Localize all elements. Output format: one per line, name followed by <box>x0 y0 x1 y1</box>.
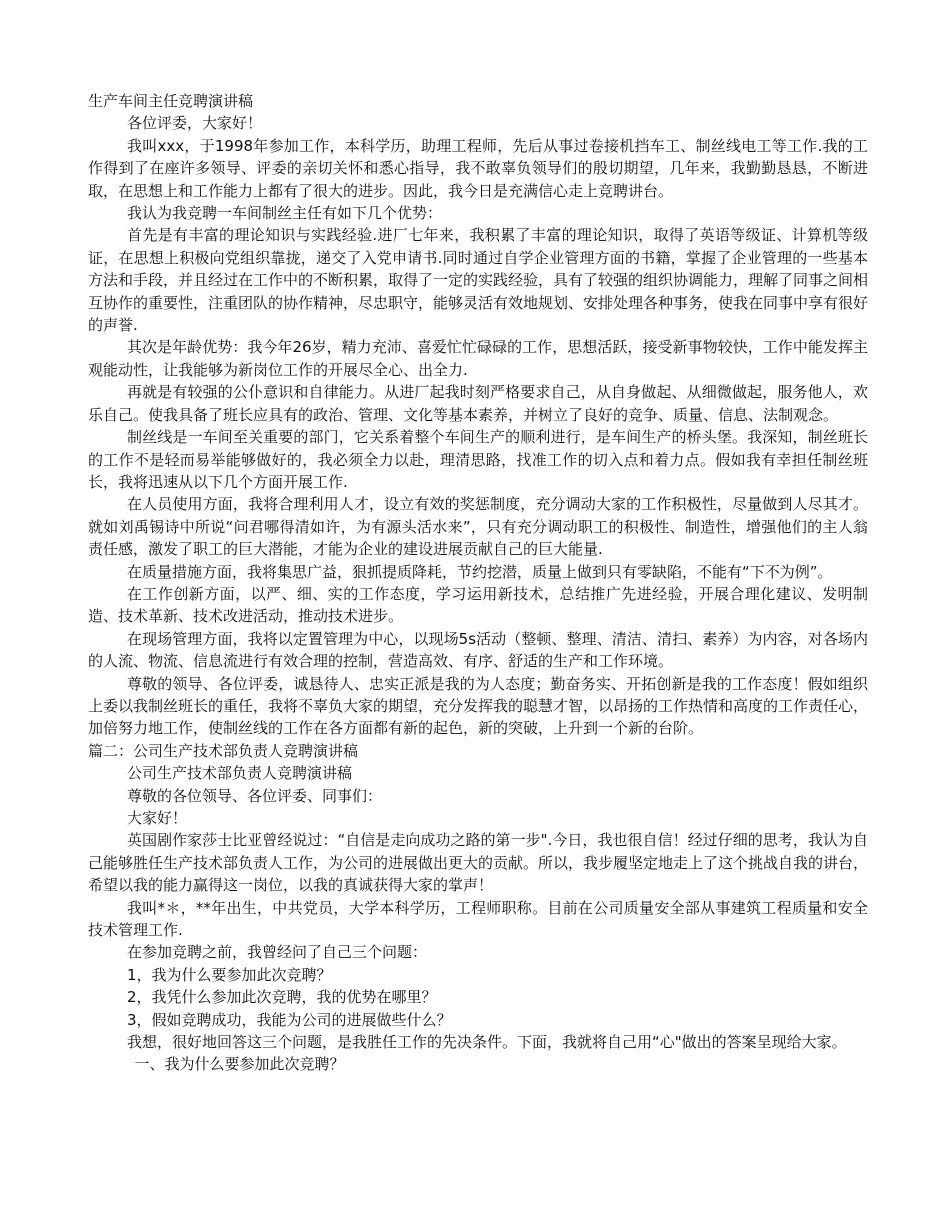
document-paragraph: 再就是有较强的公仆意识和自律能力。从进厂起我时刻严格要求自己，从自身做起、从细微做起，服务他人，欢乐自己。使我具备了班长应具有的政治、管理、文化等基本素养，并树立了良好的竞争、质量、信息、法制观念。 <box>88 383 868 424</box>
document-paragraph: 各位评委，大家好！ <box>127 114 263 133</box>
document-paragraph: 其次是年龄优势：我今年26岁，精力充沛、喜爱忙忙碌碌的工作，思想活跃，接受新事物较快，工作中能发挥主观能动性，让我能够为新岗位工作的开展尽全心、出全力. <box>88 338 868 379</box>
document-paragraph: 2，我凭什么参加此次竞聘，我的优势在哪里？ <box>127 988 437 1007</box>
document-paragraph: 我认为我竞聘一车间制丝主任有如下几个优势： <box>127 204 443 223</box>
document-paragraph: 公司生产技术部负责人竞聘演讲稿 <box>127 764 353 783</box>
document-paragraph: 我叫xxx，于1998年参加工作，本科学历，助理工程师，先后从事过卷接机挡车工、制丝线电工等工作.我的工作得到了在座许多领导、评委的亲切关怀和悉心指导，我不敢辜负领导们的殷切期望，几年来，我勤勤恳恳，不断进取，在思想上和工作能力上都有了很大的进步。因此，我今日是充满信心走上竞聘讲台。 <box>88 136 868 200</box>
document-paragraph: 篇二：公司生产技术部负责人竞聘演讲稿 <box>88 741 359 760</box>
document-paragraph: 尊敬的各位领导、各位评委、同事们： <box>127 786 383 805</box>
document-paragraph: 3，假如竞聘成功，我能为公司的进展做些什么？ <box>127 1010 452 1029</box>
document-paragraph: 首先是有丰富的理论知识与实践经验.进厂七年来，我积累了丰富的理论知识，取得了英语等级证、计算机等级证，在思想上积极向党组织靠拢，递交了入党申请书.同时通过自学企业管理方面的书籍，掌握了企业管理的一些基本方法和手段，并且经过在工作中的不断积累，取得了一定的实践经验，具有了较强的组织协调能力，理解了同事之间相互协作的重要性，注重团队的协作精神，尽忠职守，能够灵活有效地规划、安排处理各种事务，使我在同事中享有很好的声誉. <box>88 226 869 335</box>
document-paragraph: 大家好！ <box>127 809 188 827</box>
document-paragraph: 制丝线是一车间至关重要的部门，它关系着整个车间生产的顺利进行，是车间生产的桥头堡。我深知，制丝班长的工作不是轻而易举能够做好的，我必须全力以赴，理清思路，找准工作的切入点和着力点。假如我有幸担任制丝班长，我将迅速从以下几个方面开展工作. <box>88 428 868 491</box>
document-paragraph: 在质量措施方面，我将集思广益，狠抓提质降耗，节约挖潜，质量上做到只有零缺陷，不能有“下不为例”。 <box>127 562 833 581</box>
document-paragraph: 在现场管理方面，我将以定置管理为中心，以现场5s活动（整顿、整理、清洁、清扫、素养）为内容，对各场内的人流、物流、信息流进行有效合理的控制，营造高效、有序、舒适的生产和工作环境。 <box>88 629 868 671</box>
document-paragraph: 一、我为什么要参加此次竞聘？ <box>134 1055 345 1074</box>
document-paragraph: 在参加竞聘之前，我曾经问了自己三个问题： <box>127 943 428 962</box>
document-title: 生产车间主任竞聘演讲稿 <box>88 92 254 110</box>
document-paragraph: 在人员使用方面，我将合理利用人才，设立有效的奖惩制度，充分调动大家的工作积极性，尽量做到人尽其才。就如刘禹锡诗中所说“问君哪得清如许，为有源头活水来”，只有充分调动职工的积极性、制造性，增强他们的主人翁责任感，激发了职工的巨大潜能，才能为企业的建设进展贡献自己的巨大能量. <box>88 495 868 559</box>
document-paragraph: 我叫*＊，**年出生，中共党员，大学本科学历，工程师职称。目前在公司质量安全部从事建筑工程质量和安全技术管理工作. <box>88 898 868 940</box>
document-body <box>88 112 868 1075</box>
document-paragraph: 在工作创新方面，以严、细、实的工作态度，学习运用新技术，总结推广先进经验，开展合理化建议、发明制造、技术革新、技术改进活动，推动技术进步。 <box>88 584 868 626</box>
document-paragraph: 英国剧作家莎士比亚曾经说过：“自信是走向成功之路的第一步".今日，我也很自信！经过仔细的思考，我认为自己能够胜任生产技术部负责人工作，为公司的进展做出更大的贡献。所以，我步履坚定地走上了这个挑战自我的讲台，希望以我的能力赢得这一岗位，以我的真诚获得大家的掌声！ <box>88 831 869 895</box>
document-page <box>88 90 868 1076</box>
document-paragraph: 尊敬的领导、各位评委，诚恳待人、忠实正派是我的为人态度；勤奋务实、开拓创新是我的工作态度！假如组织上委以我制丝班长的重任，我将不辜负大家的期望，充分发挥我的聪慧才智，以昂扬的工作热情和高度的工作责任心，加倍努力地工作，使制丝线的工作在各方面都有新的起色，新的突破，上升到一个新的台阶。 <box>88 674 869 738</box>
document-paragraph: 1，我为什么要参加此次竞聘？ <box>127 965 332 984</box>
document-paragraph: 我想，很好地回答这三个问题，是我胜任工作的先决条件。下面，我就将自己用“心"做出的答案呈现给大家。 <box>127 1033 847 1052</box>
